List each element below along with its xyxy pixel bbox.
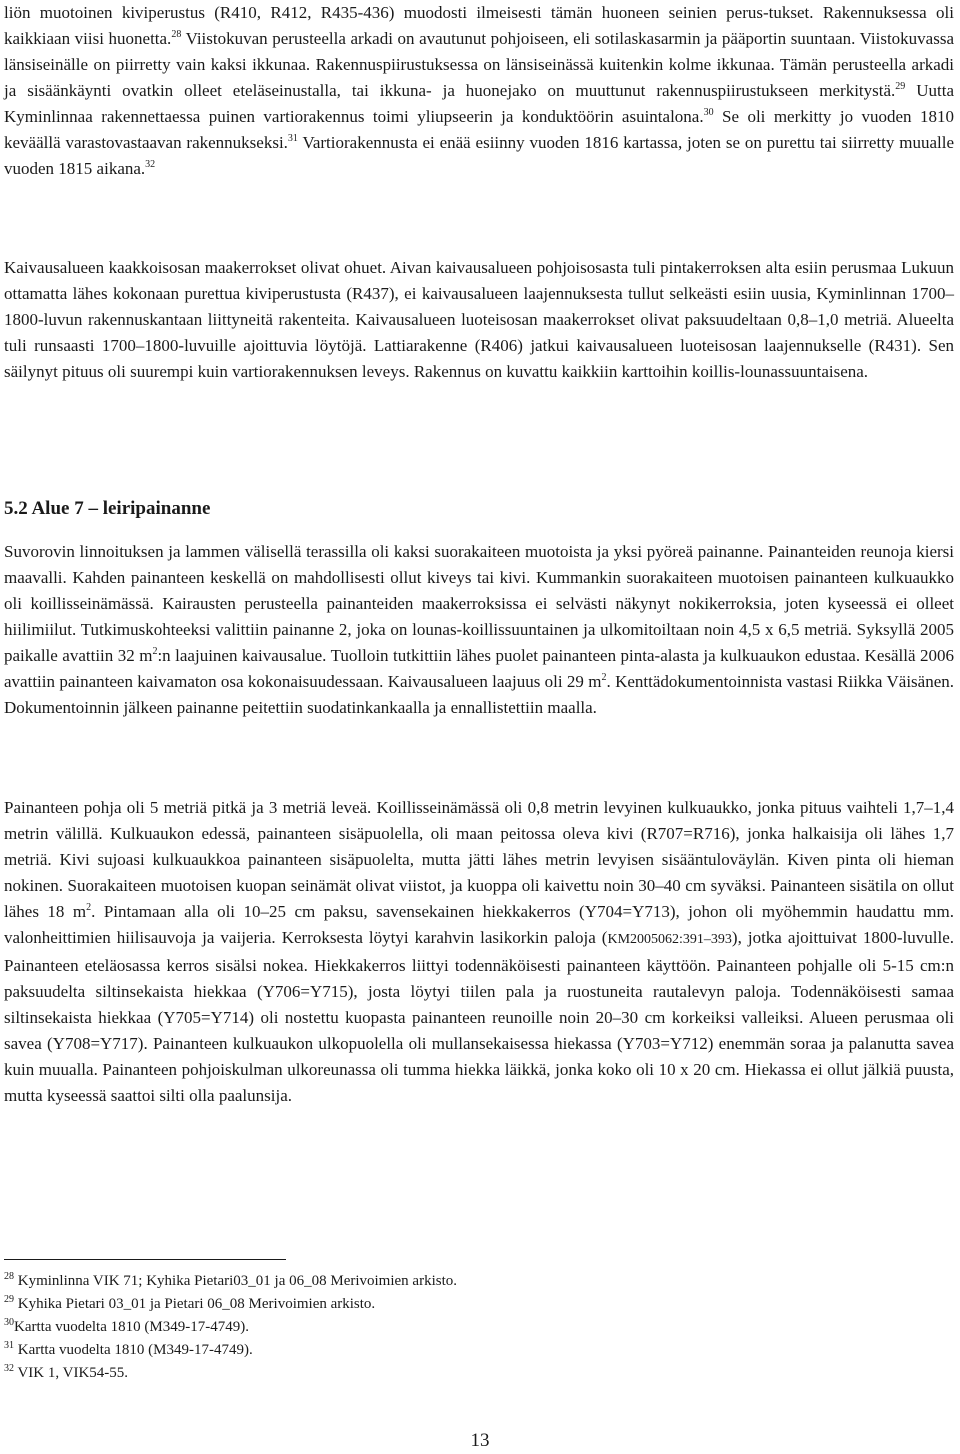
- superscript: 2: [86, 902, 92, 913]
- catalog-reference: KM2005062:391–393: [607, 932, 732, 947]
- footnote-list: [4, 1270, 457, 1385]
- paragraph-text: . Kenttädokumentoinnista vastasi Riikka Väisänen. Dokumentoinnin jälkeen painanne peitettiin suodatinkankaalla ja ennallistettiin maalla.: [4, 672, 955, 717]
- footnote-item: [4, 1362, 457, 1385]
- paragraph-text: Painanteen pohja oli 5 metriä pitkä ja 3 metriä leveä. Koillisseinämässä oli 0,8 metrin levyinen kulkuaukko, jonka pituus vaihteli 1,7–1,4 metrin välillä. Kulkuaukon edessä, painanteen sisäpuolella, oli maan peitossa oleva kivi (R707=R716), jonka halkaisija oli lähes 1,7 metriä. Kivi sujoasi kulkuaukkoa painanteen sisäpuolelta, mutta jätti lähes metrin levyisen sisääntuloväylän. Kiven pinta oli hieman nokinen. Suorakaiteen muotoisen kuopan seinämät olivat viistot, ja kuoppa oli kaivettu noin 30–40 cm syväksi. Painanteen sisätila on ollut lähes 18 m: [4, 798, 954, 921]
- paragraph-text: Vartiorakennusta ei enää esiinny vuoden 1816 kartassa, joten se on purettu tai siirretty muualle vuoden 1815 aikana.: [4, 133, 954, 178]
- paragraph-text: Se oli merkitty jo vuoden 1810 keväällä varastovastaavan rakennukseksi.: [4, 107, 954, 152]
- paragraph-text: :n laajuinen kaivausalue. Tuolloin tutkittiin lähes puolet painanteen pinta-alasta ja kulkuaukon edustaa. Kesällä 2006 avattiin painanteen kaivamaton osa kokonaisuudessaan. Kaivausalueen laajuus oli 29 m: [4, 646, 955, 691]
- paragraph-text: Viistokuvan perusteella arkadi on avautunut pohjoiseen, eli sotilaskasarmin ja pääportin suuntaan. Viistokuvassa länsiseinälle on piirretty vain kaksi ikkunaa. Rakennuspiirustuksessa on länsiseinässä kuitenkin kolme ikkunaa. Tämän perusteella arkadi ja sisäänkäynti ovatkin olleet eteläseinustalla, tai ikkuna- ja huonejako on muuttunut rakennuspiirustukseen merkitystä.: [4, 29, 955, 100]
- footnote-divider: [4, 1259, 286, 1260]
- footnote-item: [4, 1293, 457, 1316]
- body-paragraph: Kaivausalueen kaakkoisosan maakerrokset olivat ohuet. Aivan kaivausalueen pohjoisosasta tuli pintakerroksen alta esiin perusmaa Lukuun ottamatta lähes kokonaan purettua kiviperustusta (R437), ei kaivausalueen laajennuksesta tullut selkeästi esiin uusia, Kyminlinnan 1700–1800-luvun rakennuskantaan liittyneitä rakenteita. Kaivausalueen luoteisosan maakerrokset olivat paksuudeltaan 0,8–1,0 metriä. Alueelta tuli runsaasti 1700–1800-luvuille ajoittuvia löytöjä. Lattiarakenne (R406) jatkui kaivausalueen luoteisosan laajennukselle (R431). Sen säilynyt pituus oli suurempi kuin vartiorakennuksen leveys. Rakennus on kuvattu kaikkiin karttoihin koillis-lounassuuntaisena.: [4, 258, 954, 381]
- footnote-item: [4, 1339, 457, 1362]
- body-paragraph: [4, 539, 954, 721]
- footnote-number: 29: [4, 1294, 14, 1305]
- footnote-ref[interactable]: 32: [145, 159, 156, 170]
- footnote-item: [4, 1316, 457, 1339]
- footnote-number: 30: [4, 1317, 14, 1328]
- section-title: Alue 7 – leiripainanne: [31, 498, 211, 519]
- footnote-item: [4, 1270, 457, 1293]
- footnote-number: 28: [4, 1271, 14, 1282]
- superscript: 2: [601, 672, 607, 683]
- body-paragraph: [4, 0, 954, 182]
- footnote-text: Kartta vuodelta 1810 (M349-17-4749).: [14, 1319, 249, 1335]
- paragraph-text: Suvorovin linnoituksen ja lammen välisellä terassilla oli kaksi suorakaiteen muotoista ja yksi pyöreä painanne. Painanteiden reunoja kiersi maavalli. Kahden painanteen keskellä on mahdollisesti ollut kiveys tai kivi. Kummankin suorakaiteen muotoisen painanteen kulkuaukko oli koillisseinämässä. Kairausten perusteella painanteiden maakerroksissa ei selvästi näkynyt nokikerroksia, joten kyseessä ei olleet hiilimiilut. Tutkimuskohteeksi valittiin painanne 2, joka on lounas-koillissuuntainen ja ulkomitoiltaan noin 4,5 x 6,5 metriä. Syksyllä 2005 paikalle avattiin 32 m: [4, 542, 954, 665]
- paragraph-text: . Pintamaan alla oli 10–25 cm paksu, savensekainen hiekkakerros (Y704=Y713), johon oli myöhemmin haudattu mm. valonheittimien hiilisauvoja ja vaijeria. Kerroksesta löytyi karahvin lasikorkin paloja (: [4, 902, 954, 947]
- footnote-number: 31: [4, 1340, 14, 1351]
- section-heading: [4, 496, 210, 522]
- footnote-ref[interactable]: 29: [895, 81, 906, 92]
- footnote-text: Kyhika Pietari 03_01 ja Pietari 06_08 Merivoimien arkisto.: [14, 1296, 376, 1312]
- footnote-ref[interactable]: 31: [287, 133, 298, 144]
- paragraph-text: ), jotka ajoittuivat 1800-luvulle. Painanteen eteläosassa kerros sisälsi nokea. Hiekkakerros liittyi todennäköisesti painanteen käyttöön. Painanteen pohjalle oli 5-15 cm:n paksuudelta siltinsekaista hiekkaa (Y706=Y715), josta löytyi tiilen pala ja ruostuneita rautalevyn paloja. Todennäköisesti samaa siltinsekaista hiekkaa (Y705=Y714) oli nostettu kuopasta painanteen reunoille noin 20–30 cm korkeiksi valleiksi. Alueen perusmaa oli savea (Y708=Y717). Painanteen kulkuaukon ulkopuolella oli mullansekaisessa hiekassa (Y703=Y712) enemmän soraa ja palanutta savea kuin muualla. Painanteen pohjoiskulman ulkoreunassa oli tumma hiekka läikkä, jonka koko oli 10 x 20 cm. Hiekassa ei ollut jälkiä puusta, mutta kyseessä saattoi silti olla paalunsija.: [4, 928, 955, 1105]
- body-paragraph: [4, 795, 954, 1109]
- footnote-ref[interactable]: 30: [703, 107, 714, 118]
- footnote-ref[interactable]: 28: [171, 29, 182, 40]
- page-number: 13: [470, 1430, 490, 1451]
- footnote-text: Kyminlinna VIK 71; Kyhika Pietari03_01 ja 06_08 Merivoimien arkisto.: [14, 1273, 457, 1289]
- footnote-text: VIK 1, VIK54-55.: [14, 1365, 129, 1381]
- footnote-number: 32: [4, 1363, 14, 1374]
- section-number: 5.2: [4, 498, 28, 519]
- superscript: 2: [152, 646, 158, 657]
- paragraph-text: liön muotoinen kiviperustus (R410, R412, R435-436) muodosti ilmeisesti tämän huoneen seinien perus-tukset. Rakennuksessa oli kaikkiaan viisi huonetta.: [4, 3, 954, 48]
- paragraph-text: Uutta Kyminlinnaa rakennettaessa puinen vartiorakennus toimi yliupseerin ja konduktöörin asuintalona.: [4, 81, 954, 126]
- footnote-text: Kartta vuodelta 1810 (M349-17-4749).: [14, 1342, 253, 1358]
